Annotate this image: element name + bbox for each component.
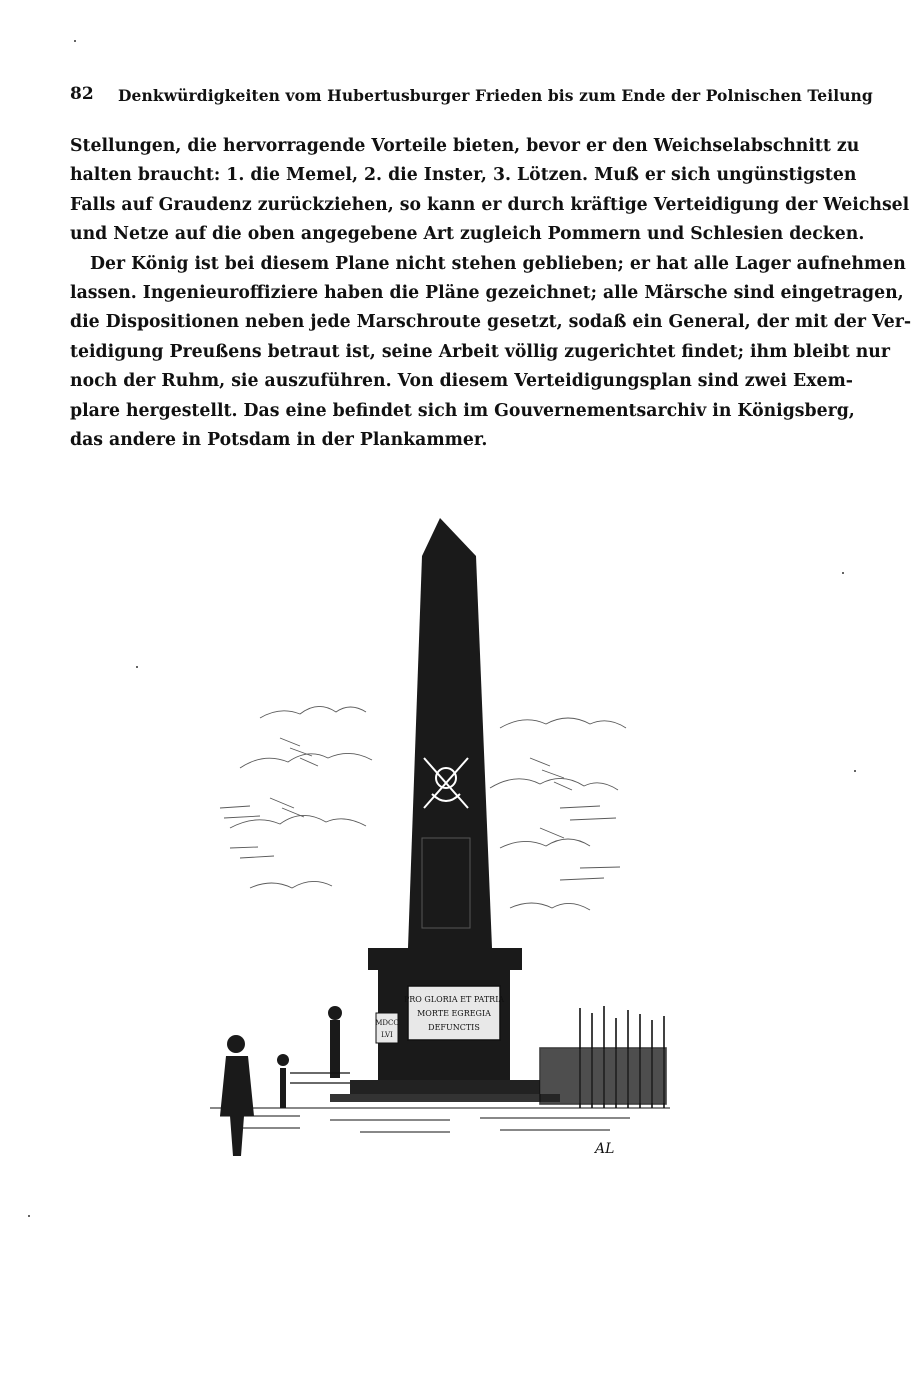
text-line: teidigung Preußens betraut ist, seine Arbeit völlig zugerichtet findet; ihm bleibt nur (70, 341, 890, 362)
plaque-text-3: DEFUNCTIS (428, 1023, 480, 1032)
side-plaque-2: LVI (381, 1031, 393, 1039)
soldiers-group (540, 1006, 666, 1108)
print-speck (28, 1215, 30, 1217)
print-speck (842, 572, 844, 574)
ground-hatching (210, 1108, 670, 1132)
text-line: und Netze auf die oben angegebene Art zugleich Pommern und Schlesien decken. (70, 224, 865, 245)
plaque-text-2: MORTE EGREGIA (417, 1009, 491, 1018)
side-plaque-1: MDCC (375, 1019, 399, 1027)
obelisk-shaft (408, 518, 492, 948)
running-header (70, 84, 873, 108)
page-number: 82 (70, 84, 94, 104)
text-line: Stellungen, die hervorragende Vorteile bieten, bevor er den Weichselabschnitt zu (70, 136, 860, 156)
body-text (70, 132, 911, 455)
plaque-text-1: PRO GLORIA ET PATRIA (403, 995, 505, 1004)
obelisk-illustration (200, 508, 680, 1168)
text-line: noch der Ruhm, sie auszuführen. Von diesem Verteidigungsplan sind zwei Exem- (70, 371, 853, 392)
paragraph-2 (70, 250, 911, 456)
fence (290, 1073, 350, 1083)
figure-left (220, 1006, 342, 1156)
print-speck (74, 40, 76, 42)
text-line: Falls auf Graudenz zurückziehen, so kann er durch kräftige Verteidigung der Weichsel (70, 194, 910, 215)
text-line: das andere in Potsdam in der Plankammer. (70, 429, 488, 450)
artist-signature: AL (595, 1141, 615, 1157)
text-line: die Dispositionen neben jede Marschroute gesetzt, sodaß ein General, der mit der Ver- (70, 312, 911, 333)
base-steps (350, 1080, 540, 1094)
text-line: halten braucht: 1. die Memel, 2. die Inster, 3. Lötzen. Muß er sich ungünstigsten (70, 165, 857, 186)
text-line: Der König ist bei diesem Plane nicht stehen geblieben; er hat alle Lager aufnehmen (90, 253, 906, 274)
running-title: Denkwürdigkeiten vom Hubertusburger Frieden bis zum Ende der Polnischen Teilung (118, 86, 873, 105)
text-line: plare hergestellt. Das eine befindet sich im Gouvernementsarchiv in Königsberg, (70, 400, 855, 421)
paragraph-1 (70, 132, 910, 250)
obelisk-engraving (200, 508, 680, 1168)
print-speck (854, 770, 856, 772)
pedestal-cornice (368, 948, 522, 970)
print-speck (136, 666, 138, 668)
text-line: lassen. Ingenieuroffiziere haben die Pläne gezeichnet; alle Märsche sind eingetragen, (70, 282, 904, 303)
